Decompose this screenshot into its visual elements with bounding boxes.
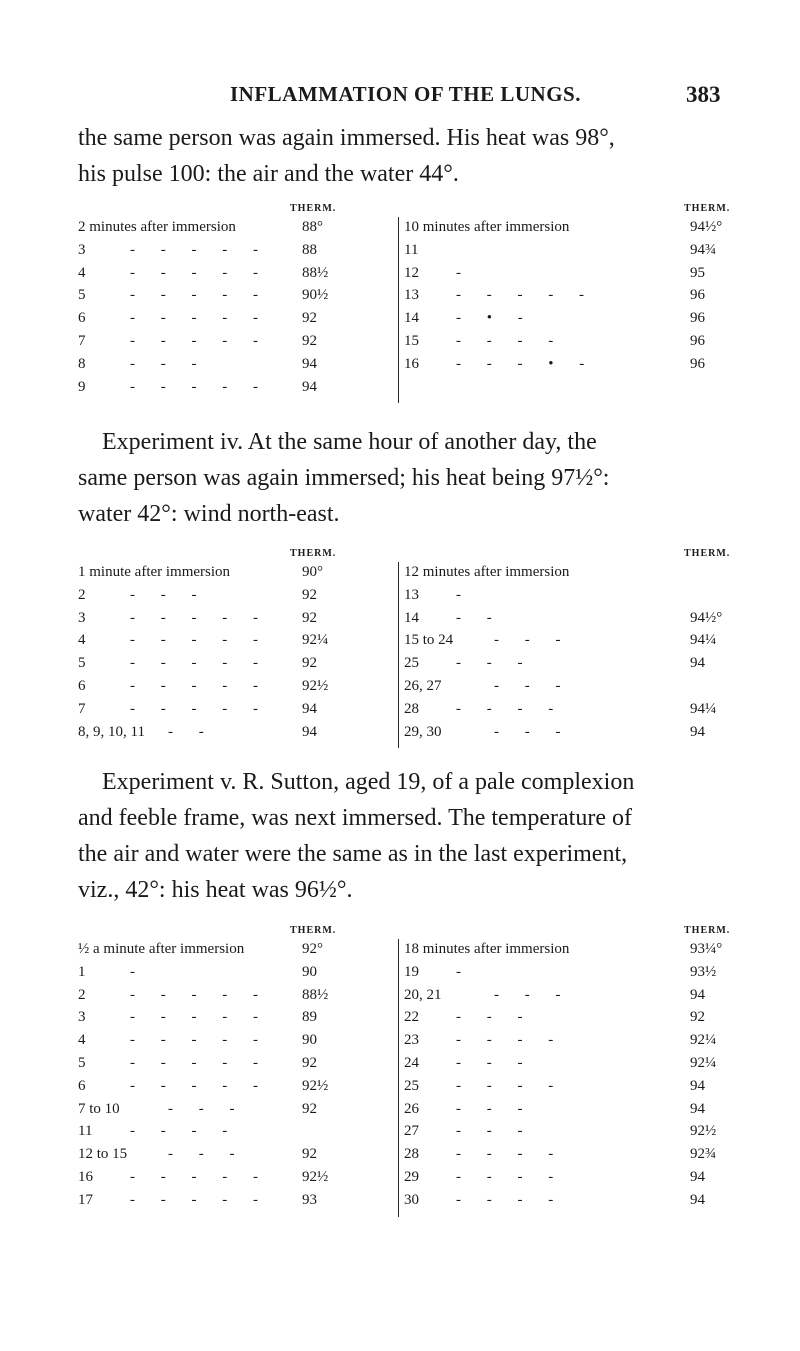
text-line: viz., 42°: his heat was 96½°. <box>78 877 353 903</box>
row-label: 30 <box>404 1191 419 1208</box>
therm-reading: 92 <box>302 586 317 603</box>
row-label: 2 minutes after immersion <box>78 219 236 235</box>
leader-dashes: - - - - - <box>130 241 269 258</box>
row-label: 28 <box>404 700 419 717</box>
leader-dashes: - <box>456 963 472 980</box>
leader-dashes: - - - - - <box>130 678 269 694</box>
table-row <box>404 1032 730 1054</box>
therm-reading: 94¼ <box>690 632 717 649</box>
row-label: 7 <box>78 333 86 349</box>
row-label: 4 <box>78 1032 86 1049</box>
text-line: Experiment v. R. Sutton, aged 19, of a pale complexion <box>102 769 635 795</box>
table-row <box>78 219 396 241</box>
row-label: 22 <box>404 1009 419 1026</box>
leader-dashes: - - - <box>494 986 572 1003</box>
table-row <box>78 987 396 1009</box>
table-row <box>404 632 730 654</box>
column-divider <box>398 217 399 403</box>
table-row <box>78 1101 396 1123</box>
therm-reading: 94 <box>690 1191 705 1208</box>
therm-reading: 94 <box>690 1169 705 1185</box>
leader-dashes: - - - - <box>456 1077 565 1094</box>
therm-reading: 94 <box>302 723 317 740</box>
row-label: 16 <box>78 1169 93 1185</box>
leader-dashes: - - - - - <box>130 378 269 395</box>
leader-dashes: - <box>456 264 472 281</box>
table-row <box>404 587 730 609</box>
table-row <box>78 964 396 986</box>
therm-reading: 94 <box>690 655 705 672</box>
leader-dashes: - - - <box>168 1100 246 1117</box>
row-label: 15 to 24 <box>404 632 454 649</box>
table-row <box>404 701 730 723</box>
therm-reading: 93¼° <box>690 941 723 957</box>
therm-reading: 92½ <box>690 1123 717 1140</box>
table-row <box>78 379 396 401</box>
therm-reading: 94½° <box>690 609 723 626</box>
table-row <box>404 1123 730 1145</box>
therm-reading: 94 <box>690 1077 705 1094</box>
therm-reading: 94 <box>690 723 705 740</box>
table-row <box>404 310 730 332</box>
table-row <box>404 1101 730 1123</box>
leader-dashes: - - - - <box>130 1123 239 1140</box>
row-label: 1 <box>78 963 86 980</box>
therm-reading: 93½ <box>690 963 717 980</box>
therm-reading: 92½ <box>302 678 329 694</box>
therm-reading: 94 <box>302 700 317 717</box>
row-label: 5 <box>78 287 86 304</box>
therm-reading: 94 <box>302 378 317 395</box>
row-label: 29 <box>404 1169 419 1185</box>
table-row <box>78 1146 396 1168</box>
table-row <box>78 1123 396 1145</box>
leader-dashes: - - - - - <box>130 609 269 626</box>
paragraph-continuation <box>78 120 730 192</box>
text-line: water 42°: wind north-east. <box>78 501 340 527</box>
row-label: 24 <box>404 1055 419 1071</box>
table-row <box>78 1009 396 1031</box>
text-line: the same person was again immersed. His heat was 98°, <box>78 125 615 151</box>
therm-reading: 92 <box>302 333 317 349</box>
leader-dashes: - - - <box>494 723 572 740</box>
therm-reading: 92 <box>690 1009 705 1026</box>
row-label: 23 <box>404 1032 419 1049</box>
row-label: 14 <box>404 310 419 327</box>
therm-reading: 95 <box>690 264 705 281</box>
table-row <box>404 1192 730 1214</box>
row-label: 25 <box>404 1077 419 1094</box>
therm-reading: 92¼ <box>302 632 329 649</box>
table-row <box>78 941 396 963</box>
therm-reading: 92¼ <box>690 1055 717 1071</box>
therm-reading: 92½ <box>302 1077 329 1094</box>
table-row <box>78 701 396 723</box>
table-row <box>404 655 730 677</box>
row-label: 3 <box>78 609 86 626</box>
table-row <box>78 333 396 355</box>
leader-dashes: - - <box>168 723 215 740</box>
row-label: 9 <box>78 378 86 395</box>
therm-reading: 93 <box>302 1191 317 1208</box>
table-row <box>78 564 396 586</box>
therm-reading: 94 <box>690 1100 705 1117</box>
row-label: 26, 27 <box>404 678 442 694</box>
therm-reading: 92 <box>302 1055 317 1071</box>
leader-dashes: - - - - - <box>130 1032 269 1049</box>
paragraph-experiment-iv <box>78 424 730 532</box>
row-label: 4 <box>78 264 86 281</box>
leader-dashes: - - - <box>130 355 208 372</box>
row-label: 2 <box>78 986 86 1003</box>
leader-dashes: - - - - - <box>130 287 269 304</box>
row-label: 1 minute after immersion <box>78 564 231 580</box>
therm-reading: 94¾ <box>690 241 717 258</box>
table-row <box>78 610 396 632</box>
paragraph-experiment-v <box>78 764 730 908</box>
row-label: 8, 9, 10, 11 <box>78 723 145 740</box>
leader-dashes: - - - - - <box>130 1169 269 1185</box>
leader-dashes: - - - <box>456 1009 534 1026</box>
row-label: 10 minutes after immersion <box>404 219 570 235</box>
table-row <box>404 1055 730 1077</box>
therm-reading: 92½ <box>302 1169 329 1185</box>
therm-table-3 <box>78 925 730 1215</box>
leader-dashes: - - - <box>456 1123 534 1140</box>
leader-dashes: - - - <box>130 586 208 603</box>
therm-reading: 94½° <box>690 219 723 235</box>
table-row <box>404 724 730 746</box>
therm-reading: 88½ <box>302 264 329 281</box>
row-label: 13 <box>404 287 419 304</box>
therm-reading: 90½ <box>302 287 329 304</box>
leader-dashes: - - - - - <box>130 1055 269 1071</box>
table-row <box>78 1078 396 1100</box>
leader-dashes: - - - - - <box>130 700 269 717</box>
therm-header: THERM. <box>684 925 731 936</box>
table-row <box>78 655 396 677</box>
therm-reading: 94 <box>302 355 317 372</box>
text-line: Experiment iv. At the same hour of another day, the <box>102 429 597 455</box>
leader-dashes: - - - <box>168 1146 246 1163</box>
table-row <box>404 987 730 1009</box>
therm-reading: 92 <box>302 655 317 672</box>
table-row <box>78 1055 396 1077</box>
table-row <box>404 333 730 355</box>
table-row <box>78 287 396 309</box>
table-row <box>78 1192 396 1214</box>
therm-reading: 96 <box>690 355 705 372</box>
running-title: INFLAMMATION OF THE LUNGS. <box>230 82 581 106</box>
therm-header: THERM. <box>684 203 731 214</box>
row-label: 29, 30 <box>404 723 442 740</box>
table-row <box>78 356 396 378</box>
row-label: 25 <box>404 655 419 672</box>
leader-dashes: - - - <box>494 632 572 649</box>
therm-reading: 90 <box>302 1032 317 1049</box>
leader-dashes: - - - <box>494 678 572 694</box>
leader-dashes: - - - <box>456 1100 534 1117</box>
leader-dashes: - <box>456 586 472 603</box>
column-divider <box>398 939 399 1217</box>
therm-reading: 94¼ <box>690 700 717 717</box>
therm-header: THERM. <box>290 925 337 936</box>
therm-reading: 96 <box>690 310 705 327</box>
leader-dashes: - - - - <box>456 1032 565 1049</box>
table-row <box>404 1146 730 1168</box>
table-row <box>78 242 396 264</box>
leader-dashes: - - <box>456 609 503 626</box>
row-label: 5 <box>78 1055 86 1071</box>
leader-dashes: - - - - - <box>130 1009 269 1026</box>
table-row <box>404 964 730 986</box>
leader-dashes: - - - - <box>456 700 565 717</box>
table-row <box>78 310 396 332</box>
row-label: 14 <box>404 609 419 626</box>
table-row <box>404 356 730 378</box>
text-line: his pulse 100: the air and the water 44°. <box>78 161 459 187</box>
therm-reading: 96 <box>690 287 705 304</box>
text-line: same person was again immersed; his heat being 97½°: <box>78 465 610 491</box>
row-label: ½ a minute after immersion <box>78 941 245 957</box>
row-label: 20, 21 <box>404 986 442 1003</box>
row-label: 17 <box>78 1191 93 1208</box>
leader-dashes: - - - - - <box>130 333 269 349</box>
leader-dashes: - - - <box>456 655 534 672</box>
therm-header: THERM. <box>290 548 337 559</box>
text-line: and feeble frame, was next immersed. The temperature of <box>78 805 632 831</box>
therm-reading: 90° <box>302 564 323 580</box>
row-label: 8 <box>78 355 86 372</box>
leader-dashes: - - - - <box>456 1169 565 1185</box>
leader-dashes: - - - <box>456 1055 534 1071</box>
leader-dashes: - <box>130 963 146 980</box>
row-label: 15 <box>404 333 419 349</box>
leader-dashes: - - - - - <box>130 655 269 672</box>
row-label: 3 <box>78 241 86 258</box>
table-row <box>404 265 730 287</box>
therm-reading: 92 <box>302 310 317 327</box>
row-label: 4 <box>78 632 86 649</box>
leader-dashes: - - - • - <box>456 355 596 372</box>
leader-dashes: - - - - - <box>130 310 269 327</box>
page-number: 383 <box>686 82 721 107</box>
therm-reading: 96 <box>690 333 705 349</box>
row-label: 2 <box>78 586 86 603</box>
leader-dashes: - • - <box>456 310 534 327</box>
row-label: 12 to 15 <box>78 1146 128 1163</box>
therm-reading: 92° <box>302 941 323 957</box>
table-row <box>404 242 730 264</box>
table-row <box>404 219 730 241</box>
table-row <box>404 610 730 632</box>
row-label: 11 <box>404 241 419 258</box>
row-label: 16 <box>404 355 419 372</box>
table-row <box>78 678 396 700</box>
row-label: 27 <box>404 1123 419 1140</box>
table-row <box>78 632 396 654</box>
leader-dashes: - - - - <box>456 1191 565 1208</box>
therm-reading: 92 <box>302 1146 317 1163</box>
therm-reading: 92¾ <box>690 1146 717 1163</box>
table-row <box>78 265 396 287</box>
therm-header: THERM. <box>290 203 337 214</box>
table-row <box>404 564 730 586</box>
table-row <box>404 287 730 309</box>
therm-reading: 88½ <box>302 986 329 1003</box>
table-row <box>78 587 396 609</box>
table-row <box>78 724 396 746</box>
row-label: 3 <box>78 1009 86 1026</box>
leader-dashes: - - - - - <box>456 287 595 304</box>
row-label: 6 <box>78 310 86 327</box>
therm-reading: 88 <box>302 241 317 258</box>
therm-reading: 92 <box>302 609 317 626</box>
row-label: 6 <box>78 1077 86 1094</box>
row-label: 26 <box>404 1100 419 1117</box>
leader-dashes: - - - - - <box>130 1191 269 1208</box>
table-row <box>404 1078 730 1100</box>
row-label: 7 <box>78 700 86 717</box>
table-row <box>404 1169 730 1191</box>
table-row <box>404 678 730 700</box>
table-row <box>404 941 730 963</box>
row-label: 28 <box>404 1146 419 1163</box>
table-row <box>404 1009 730 1031</box>
table-row <box>78 1169 396 1191</box>
row-label: 18 minutes after immersion <box>404 941 570 957</box>
leader-dashes: - - - - <box>456 333 565 349</box>
leader-dashes: - - - - - <box>130 1077 269 1094</box>
therm-table-1 <box>78 203 730 403</box>
therm-reading: 89 <box>302 1009 317 1026</box>
row-label: 12 <box>404 264 419 281</box>
table-row <box>78 1032 396 1054</box>
leader-dashes: - - - - - <box>130 986 269 1003</box>
row-label: 5 <box>78 655 86 672</box>
row-label: 7 to 10 <box>78 1100 120 1117</box>
therm-reading: 88° <box>302 219 323 235</box>
row-label: 6 <box>78 678 86 694</box>
row-label: 12 minutes after immersion <box>404 564 570 580</box>
leader-dashes: - - - - <box>456 1146 565 1163</box>
leader-dashes: - - - - - <box>130 264 269 281</box>
therm-reading: 92 <box>302 1100 317 1117</box>
column-divider <box>398 562 399 748</box>
running-head <box>0 82 800 112</box>
row-label: 11 <box>78 1123 93 1140</box>
therm-reading: 90 <box>302 963 317 980</box>
row-label: 13 <box>404 586 419 603</box>
leader-dashes: - - - - - <box>130 632 269 649</box>
therm-table-2 <box>78 548 730 748</box>
therm-reading: 92¼ <box>690 1032 717 1049</box>
therm-reading: 94 <box>690 986 705 1003</box>
text-line: the air and water were the same as in the last experiment, <box>78 841 628 867</box>
therm-header: THERM. <box>684 548 731 559</box>
row-label: 19 <box>404 963 419 980</box>
